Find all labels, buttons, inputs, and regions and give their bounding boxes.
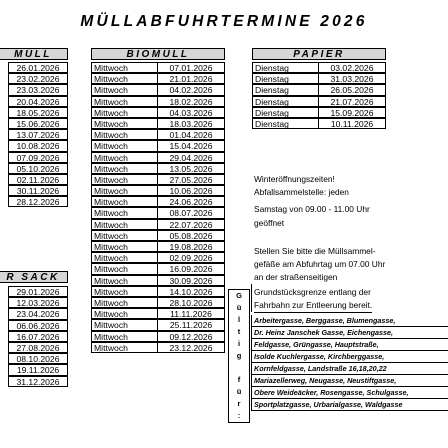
biomuell-day: Mittwoch bbox=[91, 319, 158, 330]
valid-for-letter: G bbox=[236, 291, 242, 300]
biomuell-date: 28.10.2026 bbox=[157, 297, 225, 308]
notice-line-2: gefäße am Abfuhrtag um 07.00 Uhr bbox=[254, 259, 386, 269]
street-line: Feldgasse, Grüngasse, Hauptstraße, bbox=[251, 339, 448, 351]
biomuell-day: Mittwoch bbox=[91, 107, 158, 118]
biomuell-date: 27.05.2026 bbox=[157, 174, 225, 185]
restmuell-date: 05.10.2026 bbox=[8, 163, 68, 174]
biomuell-date: 14.10.2026 bbox=[157, 286, 225, 297]
sack-date: 23.04.2026 bbox=[8, 308, 68, 319]
biomuell-date: 08.07.2026 bbox=[157, 207, 225, 218]
valid-for-letter: i bbox=[237, 339, 241, 348]
papier-date: 31.03.2026 bbox=[318, 73, 386, 84]
valid-for-letter: t bbox=[237, 327, 241, 336]
biomuell-day: Mittwoch bbox=[91, 241, 158, 252]
street-line: Dr. Heinz Janschek Gasse, Eichengasse, bbox=[251, 327, 448, 339]
valid-for-letter: f bbox=[237, 375, 241, 384]
biomuell-day: Mittwoch bbox=[91, 196, 158, 207]
street-line: Sportplatzgasse, Urbarialgasse, Waldgasse bbox=[251, 399, 448, 411]
papier-date: 26.05.2026 bbox=[318, 84, 386, 95]
notice-line-4: Grundstücksgrenze entlang der bbox=[254, 287, 371, 297]
restmuell-date: 26.01.2026 bbox=[8, 62, 68, 73]
restmuell-date: 13.07.2026 bbox=[8, 129, 68, 140]
biomuell-day: Mittwoch bbox=[91, 286, 158, 297]
biomuell-day: Mittwoch bbox=[91, 252, 158, 263]
papier-date: 10.11.2026 bbox=[318, 118, 386, 129]
biomuell-day: Mittwoch bbox=[91, 152, 158, 163]
street-line: Kornfeldgasse, Landstraße 16,18,20,22 bbox=[251, 363, 448, 375]
sack-date: 08.10.2026 bbox=[8, 353, 68, 364]
biomuell-date: 07.01.2026 bbox=[157, 62, 225, 73]
winter-line-4: geöffnet bbox=[254, 218, 285, 228]
biomuell-date: 18.02.2026 bbox=[157, 96, 225, 107]
biomuell-day: Mittwoch bbox=[91, 275, 158, 286]
papier-date: 03.02.2026 bbox=[318, 62, 386, 73]
biomuell-day: Mittwoch bbox=[91, 342, 158, 353]
biomuell-date: 05.08.2026 bbox=[157, 230, 225, 241]
sack-date: 16.07.2026 bbox=[8, 331, 68, 342]
biomuell-date: 30.09.2026 bbox=[157, 275, 225, 286]
biomuell-date: 29.04.2026 bbox=[157, 152, 225, 163]
papier-day: Dienstag bbox=[252, 118, 319, 129]
biomuell-date: 18.03.2026 bbox=[157, 118, 225, 129]
biomuell-day: Mittwoch bbox=[91, 118, 158, 129]
biomuell-date: 15.04.2026 bbox=[157, 140, 225, 151]
biomuell-day: Mittwoch bbox=[91, 174, 158, 185]
notice-bracket bbox=[251, 284, 252, 312]
biomuell-date: 25.11.2026 bbox=[157, 319, 225, 330]
restmuell-date: 07.09.2026 bbox=[8, 152, 68, 163]
restmuell-date: 23.03.2026 bbox=[8, 84, 68, 95]
street-line: Isolde Kuchlergasse, Kirchberggasse, bbox=[251, 351, 448, 363]
valid-for-letter: g bbox=[236, 351, 242, 360]
valid-for-letter: ü bbox=[236, 303, 242, 312]
papier-day: Dienstag bbox=[252, 73, 319, 84]
biomuell-header: BIOMÜLL bbox=[91, 48, 225, 60]
biomuell-date: 21.01.2026 bbox=[157, 73, 225, 84]
street-list bbox=[251, 315, 448, 411]
sack-date: 31.12.2026 bbox=[8, 376, 68, 387]
restmuell-date: 30.11.2026 bbox=[8, 185, 68, 196]
biomuell-day: Mittwoch bbox=[91, 185, 158, 196]
biomuell-date: 23.12.2026 bbox=[157, 342, 225, 353]
papier-date: 15.09.2026 bbox=[318, 107, 386, 118]
restmuell-date: 28.12.2026 bbox=[8, 196, 68, 207]
biomuell-day: Mittwoch bbox=[91, 308, 158, 319]
street-line: Arbeitergasse, Berggasse, Blumengasse, bbox=[251, 315, 448, 327]
restmuell-header: MÜLL bbox=[0, 48, 68, 60]
page-title: MÜLLABFUHRTERMINE 2026 bbox=[80, 13, 368, 30]
biomuell-date: 16.09.2026 bbox=[157, 263, 225, 274]
notice-line-5: Fahrbahn zur Entleerung bereit. bbox=[254, 299, 372, 313]
valid-for-letter: ü bbox=[236, 387, 242, 396]
papier-day: Dienstag bbox=[252, 62, 319, 73]
sack-date: 27.08.2026 bbox=[8, 342, 68, 353]
biomuell-day: Mittwoch bbox=[91, 163, 158, 174]
biomuell-date: 09.12.2026 bbox=[157, 331, 225, 342]
biomuell-day: Mittwoch bbox=[91, 297, 158, 308]
biomuell-date: 22.07.2026 bbox=[157, 219, 225, 230]
papier-header: PAPIER bbox=[252, 48, 386, 60]
sack-date: 06.06.2026 bbox=[8, 320, 68, 331]
valid-for-letter bbox=[229, 362, 249, 374]
papier-day: Dienstag bbox=[252, 107, 319, 118]
sack-date: 29.01.2026 bbox=[8, 286, 68, 297]
biomuell-day: Mittwoch bbox=[91, 140, 158, 151]
restmuell-date: 23.02.2026 bbox=[8, 73, 68, 84]
papier-day: Dienstag bbox=[252, 84, 319, 95]
sack-date: 12.03.2026 bbox=[8, 297, 68, 308]
restmuell-date: 18.05.2026 bbox=[8, 107, 68, 118]
valid-for-letter: : bbox=[237, 411, 241, 420]
papier-day: Dienstag bbox=[252, 96, 319, 107]
sack-header: R SACK bbox=[0, 271, 68, 283]
biomuell-day: Mittwoch bbox=[91, 96, 158, 107]
biomuell-date: 24.06.2026 bbox=[157, 196, 225, 207]
restmuell-date: 20.04.2026 bbox=[8, 96, 68, 107]
restmuell-date: 15.06.2026 bbox=[8, 118, 68, 129]
biomuell-date: 02.09.2026 bbox=[157, 252, 225, 263]
biomuell-day: Mittwoch bbox=[91, 331, 158, 342]
valid-for-letter: r bbox=[237, 399, 241, 408]
notice-line-1: Stellen Sie bitte die Müllsammel- bbox=[254, 246, 376, 256]
winter-line-2: Abfallsammelstelle: jeden bbox=[254, 187, 349, 197]
restmuell-date: 10.08.2026 bbox=[8, 140, 68, 151]
biomuell-day: Mittwoch bbox=[91, 84, 158, 95]
restmuell-date: 02.11.2026 bbox=[8, 174, 68, 185]
biomuell-date: 13.05.2026 bbox=[157, 163, 225, 174]
notice-line-3: an der straßenseitigen bbox=[254, 272, 338, 282]
biomuell-date: 01.04.2026 bbox=[157, 129, 225, 140]
sack-date: 19.11.2026 bbox=[8, 364, 68, 375]
biomuell-day: Mittwoch bbox=[91, 207, 158, 218]
biomuell-day: Mittwoch bbox=[91, 219, 158, 230]
biomuell-date: 10.06.2026 bbox=[157, 185, 225, 196]
winter-line-3: Samstag von 09.00 - 11.00 Uhr bbox=[254, 204, 370, 214]
biomuell-date: 04.03.2026 bbox=[157, 107, 225, 118]
street-line: Mariazellerweg, Neugasse, Neustiftgasse, bbox=[251, 375, 448, 387]
street-line: Obere Weideäcker, Rosengasse, Schulgasse, bbox=[251, 387, 448, 399]
biomuell-day: Mittwoch bbox=[91, 73, 158, 84]
valid-for-label bbox=[228, 289, 250, 423]
biomuell-day: Mittwoch bbox=[91, 263, 158, 274]
valid-for-letter: l bbox=[237, 315, 241, 324]
biomuell-day: Mittwoch bbox=[91, 62, 158, 73]
biomuell-date: 19.08.2026 bbox=[157, 241, 225, 252]
biomuell-date: 04.02.2026 bbox=[157, 84, 225, 95]
biomuell-day: Mittwoch bbox=[91, 230, 158, 241]
winter-title: Winteröffnungszeiten! bbox=[254, 174, 335, 184]
biomuell-date: 11.11.2026 bbox=[157, 308, 225, 319]
biomuell-day: Mittwoch bbox=[91, 129, 158, 140]
papier-date: 21.07.2026 bbox=[318, 96, 386, 107]
